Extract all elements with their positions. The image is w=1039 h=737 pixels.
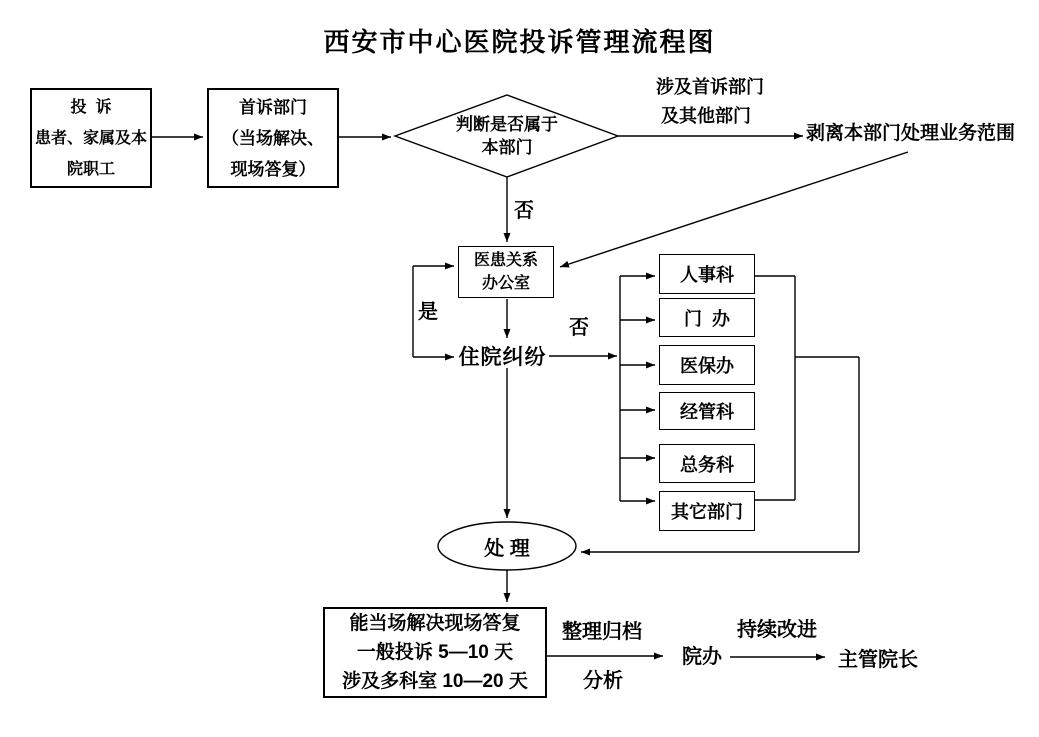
- node-process: 处 理: [484, 538, 530, 560]
- node-line: 判断是否属于: [456, 115, 558, 134]
- node-first-complaint-dept: [207, 88, 339, 188]
- node-line: 一般投诉 5—10 天: [356, 642, 514, 663]
- node-line: 首诉部门: [239, 97, 307, 117]
- node-decision-text: [397, 109, 617, 163]
- node-line: 能当场解决现场答复: [349, 613, 521, 634]
- node-complaint-source: [30, 88, 152, 188]
- node-line: 投 诉: [70, 98, 112, 116]
- node-doctor-patient-office: [458, 246, 554, 298]
- node-dept-personnel: [659, 254, 755, 294]
- dept-label: 经管科: [680, 402, 734, 422]
- label-analysis: 分析: [583, 670, 623, 692]
- label-continuous-improvement: 持续改进: [737, 619, 817, 641]
- dept-label: 门 办: [683, 308, 730, 329]
- node-dept-other: [659, 491, 755, 531]
- node-line: 患者、家属及本: [34, 129, 147, 147]
- dept-label: 人事科: [680, 265, 734, 285]
- dept-label: 医保办: [680, 356, 734, 376]
- dept-label: 其它部门: [671, 502, 743, 522]
- node-line: 办公室: [481, 275, 530, 292]
- label-archive: 整理归档: [562, 621, 642, 643]
- label-and-other-depts: 及其他部门: [661, 106, 751, 126]
- dept-label: 总务科: [680, 454, 734, 475]
- node-dept-medical-insurance: [659, 345, 755, 385]
- node-line: 医患关系: [473, 252, 538, 269]
- node-dept-general-affairs: [659, 444, 755, 483]
- node-strip-scope: 剥离本部门处理业务范围: [806, 123, 1016, 144]
- label-no-decision: 否: [514, 200, 534, 222]
- node-dept-economic-management: [659, 392, 755, 430]
- node-resolution-times: [323, 607, 547, 698]
- node-hospital-office: 院办: [682, 646, 722, 668]
- label-no-dispute: 否: [569, 317, 589, 339]
- node-dept-outpatient-office: [659, 298, 755, 337]
- label-involves-first-dept: 涉及首诉部门: [656, 77, 764, 97]
- node-director-in-charge: 主管院长: [838, 649, 918, 671]
- node-hospitalization-dispute: 住院纠纷: [458, 346, 547, 369]
- node-line: 现场答复）: [230, 159, 316, 179]
- arrow-strip-to-office-diagonal: [560, 152, 908, 267]
- node-line: 本部门: [481, 138, 533, 157]
- node-line: 院职工: [66, 160, 115, 178]
- label-yes-loop: 是: [418, 301, 438, 323]
- page-title: 西安市中心医院投诉管理流程图: [323, 27, 716, 57]
- node-line: （当场解决、: [222, 128, 324, 148]
- node-line: 涉及多科室 10—20 天: [342, 671, 528, 692]
